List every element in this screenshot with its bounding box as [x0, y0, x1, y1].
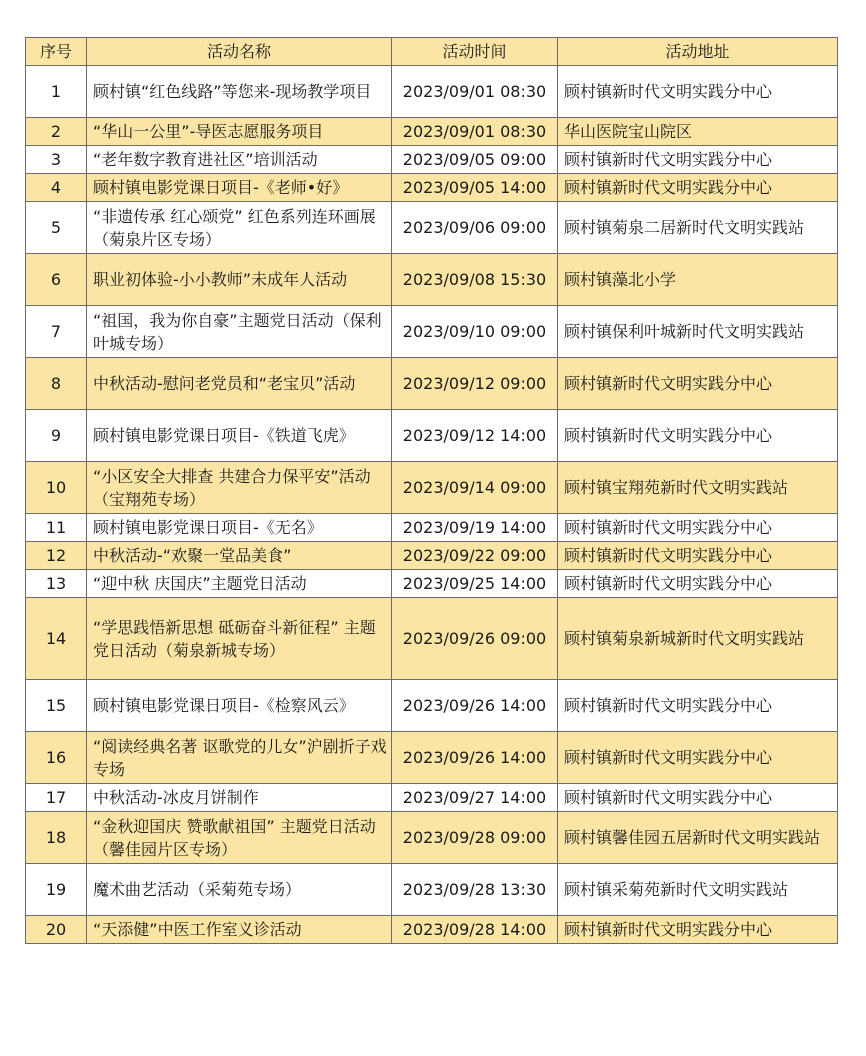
- row-activity-time: 2023/09/01 08:30: [392, 118, 558, 146]
- row-activity-address: 顾村镇保利叶城新时代文明实践站: [558, 306, 838, 358]
- row-number: 7: [26, 306, 87, 358]
- activity-schedule-sheet: [25, 37, 837, 944]
- row-activity-name: 顾村镇“红色线路”等您来-现场教学项目: [87, 66, 392, 118]
- row-activity-name: 中秋活动-“欢聚一堂品美食”: [87, 542, 392, 570]
- row-activity-time: 2023/09/28 09:00: [392, 812, 558, 864]
- row-number: 19: [26, 864, 87, 916]
- row-activity-time: 2023/09/14 09:00: [392, 462, 558, 514]
- row-number: 14: [26, 598, 87, 680]
- row-activity-name: “小区安全大排查 共建合力保平安”活动（宝翔苑专场）: [87, 462, 392, 514]
- row-activity-address: 顾村镇宝翔苑新时代文明实践站: [558, 462, 838, 514]
- table-row: [26, 66, 838, 118]
- header-activity-address: 活动地址: [558, 38, 838, 66]
- row-number: 20: [26, 916, 87, 944]
- table-row: [26, 598, 838, 680]
- row-activity-name: 职业初体验-小小教师”未成年人活动: [87, 254, 392, 306]
- table-row: [26, 542, 838, 570]
- row-number: 1: [26, 66, 87, 118]
- activity-table: [25, 37, 838, 944]
- row-activity-time: 2023/09/10 09:00: [392, 306, 558, 358]
- header-activity-name: 活动名称: [87, 38, 392, 66]
- row-activity-time: 2023/09/01 08:30: [392, 66, 558, 118]
- table-row: [26, 570, 838, 598]
- row-activity-name: 魔术曲艺活动（采菊苑专场）: [87, 864, 392, 916]
- row-number: 17: [26, 784, 87, 812]
- row-number: 5: [26, 202, 87, 254]
- row-activity-address: 顾村镇新时代文明实践分中心: [558, 916, 838, 944]
- table-row: [26, 174, 838, 202]
- row-activity-name: 顾村镇电影党课日项目-《老师•好》: [87, 174, 392, 202]
- row-activity-address: 顾村镇馨佳园五居新时代文明实践站: [558, 812, 838, 864]
- row-activity-time: 2023/09/12 09:00: [392, 358, 558, 410]
- row-number: 12: [26, 542, 87, 570]
- row-number: 11: [26, 514, 87, 542]
- row-activity-name: “金秋迎国庆 赞歌献祖国” 主题党日活动（馨佳园片区专场）: [87, 812, 392, 864]
- row-activity-time: 2023/09/27 14:00: [392, 784, 558, 812]
- row-activity-address: 华山医院宝山院区: [558, 118, 838, 146]
- row-number: 3: [26, 146, 87, 174]
- row-activity-name: 顾村镇电影党课日项目-《检察风云》: [87, 680, 392, 732]
- table-row: [26, 864, 838, 916]
- table-row: [26, 410, 838, 462]
- row-activity-name: “阅读经典名著 讴歌党的儿女”沪剧折子戏专场: [87, 732, 392, 784]
- table-row: [26, 732, 838, 784]
- row-activity-time: 2023/09/22 09:00: [392, 542, 558, 570]
- row-number: 18: [26, 812, 87, 864]
- row-activity-time: 2023/09/08 15:30: [392, 254, 558, 306]
- table-body: [26, 66, 838, 944]
- row-activity-address: 顾村镇新时代文明实践分中心: [558, 146, 838, 174]
- table-row: [26, 146, 838, 174]
- row-activity-name: “学思践悟新思想 砥砺奋斗新征程” 主题党日活动（菊泉新城专场）: [87, 598, 392, 680]
- row-activity-address: 顾村镇新时代文明实践分中心: [558, 174, 838, 202]
- row-activity-time: 2023/09/25 14:00: [392, 570, 558, 598]
- row-number: 2: [26, 118, 87, 146]
- row-activity-time: 2023/09/06 09:00: [392, 202, 558, 254]
- table-row: [26, 784, 838, 812]
- row-activity-time: 2023/09/26 14:00: [392, 732, 558, 784]
- row-activity-address: 顾村镇菊泉新城新时代文明实践站: [558, 598, 838, 680]
- row-number: 15: [26, 680, 87, 732]
- row-activity-address: 顾村镇新时代文明实践分中心: [558, 570, 838, 598]
- row-number: 10: [26, 462, 87, 514]
- row-activity-name: “非遗传承 红心颂党” 红色系列连环画展（菊泉片区专场）: [87, 202, 392, 254]
- row-activity-time: 2023/09/28 14:00: [392, 916, 558, 944]
- row-activity-time: 2023/09/26 14:00: [392, 680, 558, 732]
- row-number: 6: [26, 254, 87, 306]
- row-number: 8: [26, 358, 87, 410]
- row-activity-address: 顾村镇新时代文明实践分中心: [558, 732, 838, 784]
- row-number: 9: [26, 410, 87, 462]
- row-number: 4: [26, 174, 87, 202]
- row-activity-address: 顾村镇新时代文明实践分中心: [558, 542, 838, 570]
- row-activity-name: 中秋活动-慰问老党员和“老宝贝”活动: [87, 358, 392, 410]
- row-activity-time: 2023/09/19 14:00: [392, 514, 558, 542]
- row-number: 13: [26, 570, 87, 598]
- row-activity-time: 2023/09/05 14:00: [392, 174, 558, 202]
- header-number: 序号: [26, 38, 87, 66]
- table-row: [26, 202, 838, 254]
- table-row: [26, 812, 838, 864]
- table-row: [26, 514, 838, 542]
- table-row: [26, 462, 838, 514]
- row-activity-name: “天添健”中医工作室义诊活动: [87, 916, 392, 944]
- table-row: [26, 118, 838, 146]
- table-row: [26, 306, 838, 358]
- table-row: [26, 916, 838, 944]
- row-activity-address: 顾村镇采菊苑新时代文明实践站: [558, 864, 838, 916]
- header-activity-time: 活动时间: [392, 38, 558, 66]
- row-activity-name: “祖国，我为你自豪”主题党日活动（保利叶城专场）: [87, 306, 392, 358]
- row-activity-address: 顾村镇新时代文明实践分中心: [558, 410, 838, 462]
- row-activity-address: 顾村镇新时代文明实践分中心: [558, 514, 838, 542]
- row-activity-address: 顾村镇藻北小学: [558, 254, 838, 306]
- table-row: [26, 680, 838, 732]
- row-activity-name: 中秋活动-冰皮月饼制作: [87, 784, 392, 812]
- row-activity-time: 2023/09/05 09:00: [392, 146, 558, 174]
- row-activity-address: 顾村镇新时代文明实践分中心: [558, 66, 838, 118]
- row-number: 16: [26, 732, 87, 784]
- row-activity-name: “老年数字教育进社区”培训活动: [87, 146, 392, 174]
- row-activity-address: 顾村镇新时代文明实践分中心: [558, 358, 838, 410]
- row-activity-time: 2023/09/26 09:00: [392, 598, 558, 680]
- row-activity-name: 顾村镇电影党课日项目-《铁道飞虎》: [87, 410, 392, 462]
- table-header-row: [26, 38, 838, 66]
- row-activity-address: 顾村镇菊泉二居新时代文明实践站: [558, 202, 838, 254]
- row-activity-name: “华山一公里”-导医志愿服务项目: [87, 118, 392, 146]
- row-activity-time: 2023/09/12 14:00: [392, 410, 558, 462]
- table-row: [26, 358, 838, 410]
- row-activity-name: “迎中秋 庆国庆”主题党日活动: [87, 570, 392, 598]
- row-activity-address: 顾村镇新时代文明实践分中心: [558, 680, 838, 732]
- row-activity-time: 2023/09/28 13:30: [392, 864, 558, 916]
- table-row: [26, 254, 838, 306]
- row-activity-address: 顾村镇新时代文明实践分中心: [558, 784, 838, 812]
- row-activity-name: 顾村镇电影党课日项目-《无名》: [87, 514, 392, 542]
